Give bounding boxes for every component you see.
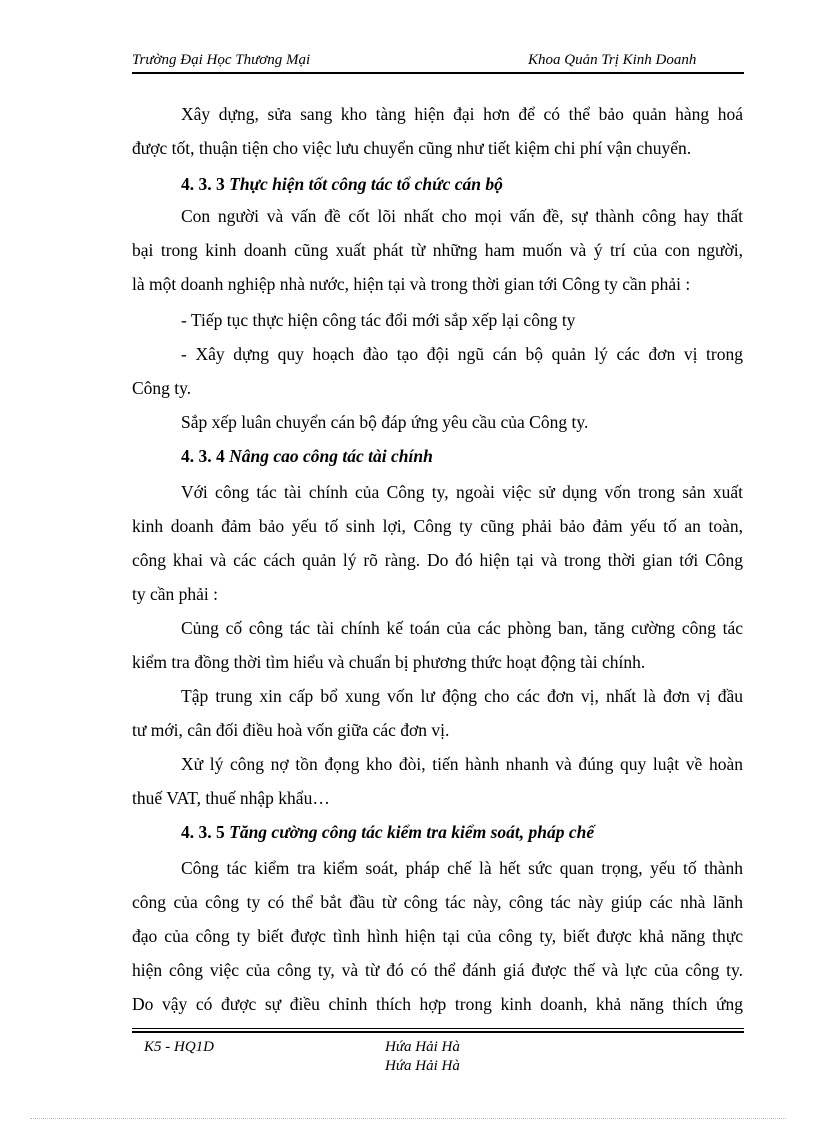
paragraph-line: - Tiếp tục thực hiện công tác đổi mới sắp xếp lại công ty xyxy=(181,310,576,330)
section-number: 4. 3. 5 xyxy=(181,822,230,842)
section-number: 4. 3. 3 xyxy=(181,174,230,194)
paragraph-line: thuế VAT, thuế nhập khẩu… xyxy=(132,788,330,808)
paragraph-line: Củng cố công tác tài chính kế toán của các phòng ban, tăng cường công tác xyxy=(181,618,743,638)
header-divider xyxy=(132,72,744,74)
footer-author: Hứa Hải Hà xyxy=(385,1039,460,1055)
footer-divider-thick xyxy=(132,1031,744,1033)
paragraph-line: kiểm tra đồng thời tìm hiểu và chuẩn bị phương thức hoạt động tài chính. xyxy=(132,652,646,672)
page-bottom-edge xyxy=(30,1118,786,1119)
paragraph-line: kinh doanh đảm bảo yếu tố sinh lợi, Công ty cũng phải bảo đảm yếu tố an toàn, xyxy=(132,516,743,536)
paragraph-line: Xây dựng, sửa sang kho tàng hiện đại hơn để có thể bảo quản hàng hoá xyxy=(181,104,743,124)
section-heading-4-3-5 xyxy=(181,820,594,844)
footer-divider xyxy=(132,1028,744,1029)
footer-class-code: K5 - HQ1D xyxy=(144,1039,214,1055)
paragraph-line: Tập trung xin cấp bổ xung vốn lư động cho các đơn vị, nhất là đơn vị đầu xyxy=(181,686,743,706)
section-heading-4-3-3 xyxy=(181,172,503,196)
paragraph-line: Công ty. xyxy=(132,378,192,398)
paragraph-line: Công tác kiểm tra kiểm soát, pháp chế là hết sức quan trọng, yếu tố thành xyxy=(181,858,743,878)
paragraph-line: bại trong kinh doanh cũng xuất phát từ những ham muốn và ý trí của con người, xyxy=(132,240,743,260)
paragraph-line: công của công ty có thể bắt đầu từ công tác này, công tác này giúp các nhà lãnh xyxy=(132,892,743,912)
paragraph-line: ty cần phải : xyxy=(132,584,219,604)
section-heading-4-3-4 xyxy=(181,444,433,468)
paragraph-line: - Xây dựng quy hoạch đào tạo đội ngũ cán bộ quản lý các đơn vị trong xyxy=(181,344,743,364)
paragraph-line: Với công tác tài chính của Công ty, ngoài việc sử dụng vốn trong sản xuất xyxy=(181,482,743,502)
section-number: 4. 3. 4 xyxy=(181,446,230,466)
header-faculty: Khoa Quản Trị Kinh Doanh xyxy=(528,52,697,68)
header-school: Trường Đại Học Thương Mại xyxy=(132,52,311,68)
paragraph-line: Con người và vấn đề cốt lõi nhất cho mọi vấn đề, sự thành công hay thất xyxy=(181,206,743,226)
section-title: Thực hiện tốt công tác tổ chức cán bộ xyxy=(229,174,503,194)
paragraph-line: hiện công việc của công ty, và từ đó có thể đánh giá được thế và lực của công ty. xyxy=(132,960,743,980)
section-title: Nâng cao công tác tài chính xyxy=(229,446,433,466)
paragraph-line: công khai và các cách quản lý rõ ràng. Do đó hiện tại và trong thời gian tới Công xyxy=(132,550,743,570)
paragraph-line: là một doanh nghiệp nhà nước, hiện tại và trong thời gian tới Công ty cần phải : xyxy=(132,274,691,294)
paragraph-line: Xử lý công nợ tồn đọng kho đòi, tiến hành nhanh và đúng quy luật về hoàn xyxy=(181,754,743,774)
paragraph-line: tư mới, cân đối điều hoà vốn giữa các đơn vị. xyxy=(132,720,450,740)
page-header xyxy=(132,52,744,74)
paragraph-line: được tốt, thuận tiện cho việc lưu chuyển cũng như tiết kiệm chi phí vận chuyển. xyxy=(132,138,692,158)
paragraph-line: Sắp xếp luân chuyển cán bộ đáp ứng yêu cầu của Công ty. xyxy=(181,412,589,432)
footer-author: Hứa Hải Hà xyxy=(385,1058,460,1074)
paragraph-line: Do vậy có được sự điều chỉnh thích hợp trong kinh doanh, khả năng thích ứng xyxy=(132,994,743,1014)
paragraph-line: đạo của công ty biết được tình hình hiện tại của công ty, biết được khả năng thực xyxy=(132,926,743,946)
section-title: Tăng cường công tác kiểm tra kiểm soát, pháp chế xyxy=(229,822,595,842)
